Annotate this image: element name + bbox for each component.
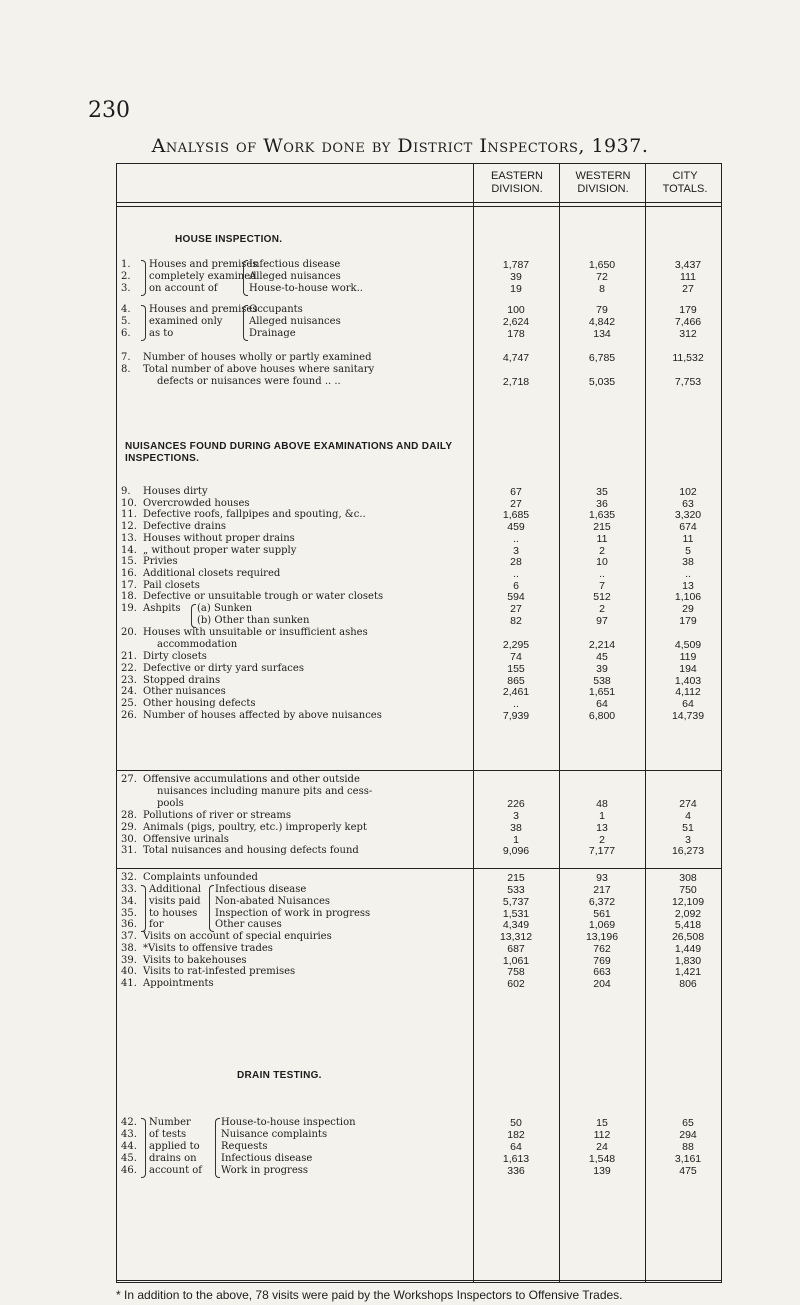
column-divider (645, 164, 646, 1282)
western-value: 13,196 (585, 931, 619, 943)
row-label: Work in progress (221, 1165, 309, 1176)
city-total-value: 308 (679, 872, 697, 884)
column-divider (559, 164, 560, 1282)
eastern-value: 594 (507, 591, 525, 604)
row-number: 44. (121, 1141, 137, 1152)
western-value: 139 (593, 1165, 611, 1177)
section-heading-nuisances: NUISANCES FOUND DURING ABOVE EXAMINATIONS AND DAILY INSPECTIONS. (125, 441, 453, 464)
row-label: accommodation (157, 639, 238, 650)
western-value: 762 (593, 942, 611, 955)
row-number: 20. (121, 627, 137, 638)
western-value: 512 (593, 591, 611, 604)
column-header-eastern: EASTERN DIVISION. (491, 170, 543, 195)
eastern-value: 64 (510, 1141, 522, 1153)
city-total-value: 13 (682, 579, 694, 592)
row-label: Other nuisances (143, 686, 226, 698)
eastern-value: 155 (507, 662, 525, 675)
row-label: House-to-house work.. (249, 283, 363, 294)
group-brace (141, 1118, 146, 1178)
group-label: of tests (149, 1129, 187, 1140)
city-total-value: 111 (680, 271, 696, 283)
eastern-value: 178 (507, 328, 525, 340)
western-value: 6,800 (588, 710, 616, 722)
row-label: pools (157, 798, 184, 809)
city-total-value: 1,449 (674, 942, 702, 955)
city-total-value: 3,320 (674, 509, 702, 522)
eastern-value: 182 (507, 1129, 525, 1141)
western-value: 93 (596, 872, 608, 884)
row-number: 16. (121, 567, 137, 579)
row-number: 14. (121, 544, 137, 556)
city-total-value: 1,421 (674, 966, 702, 979)
row-number: 29. (121, 821, 137, 833)
row-number: 25. (121, 698, 137, 710)
group-label: on account of (149, 283, 218, 294)
row-label: (b) Other than sunken (197, 615, 310, 626)
page-title: Analysis of Work done by District Inspectors, 1937. (151, 135, 649, 157)
row-number: 15. (121, 556, 137, 568)
city-total-value: 12,109 (671, 895, 705, 908)
western-value: 1,069 (588, 919, 616, 932)
eastern-value: 82 (510, 615, 522, 627)
row-label: Visits on account of special enquiries (143, 931, 332, 942)
row-number: 41. (121, 978, 137, 990)
header-rule (117, 206, 721, 207)
group-label: Number (149, 1117, 191, 1128)
row-number: 38. (121, 942, 137, 954)
group-label: for (149, 919, 164, 931)
western-value: 10 (596, 556, 608, 569)
row-label: Offensive accumulations and other outside (143, 774, 360, 785)
section-rule (117, 770, 721, 771)
row-number: 36. (121, 919, 137, 931)
eastern-value: 3 (513, 544, 519, 557)
group-label: completely examined (149, 271, 257, 282)
eastern-value: 226 (507, 798, 525, 810)
row-number: 26. (121, 710, 137, 721)
western-value: 7 (599, 579, 605, 592)
western-value: 7,177 (588, 845, 616, 858)
city-total-value: 14,739 (671, 710, 705, 722)
western-value: 2 (599, 544, 605, 557)
row-label: Pail closets (143, 579, 200, 591)
western-value: 39 (596, 662, 608, 675)
row-label: Visits to bakehouses (143, 954, 247, 966)
city-total-value: 26,508 (671, 931, 705, 943)
western-value: 134 (593, 328, 611, 340)
city-total-value: 1,403 (674, 674, 702, 687)
eastern-value: 2,461 (502, 686, 530, 699)
group-label: as to (149, 328, 174, 339)
western-value: 45 (596, 651, 608, 663)
row-label: Houses dirty (143, 486, 208, 497)
column-header-city: CITY TOTALS. (662, 170, 708, 195)
row-label: Number of houses affected by above nuisances (143, 710, 382, 721)
row-label: Houses without proper drains (143, 532, 295, 544)
footnote: * In addition to the above, 78 visits were paid by the Workshops Inspectors to Offensive Trades. (116, 1288, 623, 1302)
row-label: Requests (221, 1141, 268, 1152)
city-total-value: 4,509 (674, 639, 702, 651)
row-label: nuisances including manure pits and cess- (157, 786, 373, 797)
row-label: Infectious disease (215, 884, 307, 895)
western-value: 4,842 (588, 316, 616, 328)
eastern-value: 9,096 (502, 845, 530, 858)
city-total-value: 63 (682, 497, 694, 510)
eastern-value: 2,718 (502, 376, 530, 388)
row-number: 12. (121, 521, 137, 533)
row-label: Alleged nuisances (249, 316, 341, 327)
city-total-value: 475 (679, 1165, 697, 1177)
row-label: Offensive urinals (143, 833, 229, 845)
eastern-value: 459 (507, 521, 525, 534)
eastern-value: 3 (513, 810, 519, 822)
group-label: applied to (149, 1141, 200, 1152)
city-total-value: 5 (685, 544, 691, 557)
eastern-value: 27 (510, 497, 522, 510)
eastern-value: 50 (510, 1117, 522, 1129)
city-total-value: 179 (679, 615, 697, 627)
row-number: 27. (121, 774, 137, 785)
city-total-value: 4,112 (675, 686, 701, 699)
row-number: 39. (121, 954, 137, 966)
city-total-value: 674 (679, 521, 697, 534)
row-label: (a) Sunken (197, 603, 253, 614)
eastern-value: 1,061 (502, 954, 530, 967)
group-brace (243, 305, 248, 341)
western-value: 5,035 (588, 376, 616, 388)
city-total-value: 2,092 (674, 907, 702, 920)
eastern-value: 1,787 (502, 259, 530, 271)
eastern-value: 4,747 (502, 352, 530, 364)
city-total-value: 38 (682, 556, 694, 569)
row-number: 9. (121, 486, 131, 497)
city-total-value: 806 (679, 978, 697, 991)
western-value: 6,372 (588, 895, 616, 908)
row-number: 17. (121, 579, 137, 591)
eastern-value: 5,737 (502, 895, 530, 908)
western-value: 64 (596, 698, 608, 711)
western-value: 6,785 (588, 352, 616, 364)
city-total-value: 65 (682, 1117, 694, 1129)
group-brace (209, 885, 214, 932)
group-brace (243, 260, 248, 296)
eastern-value: 7,939 (502, 710, 530, 722)
western-value: 2 (599, 603, 605, 615)
row-number: 10. (121, 497, 137, 509)
western-value: 79 (596, 304, 608, 316)
eastern-value: 27 (510, 603, 522, 615)
row-number: 5. (121, 316, 131, 327)
row-number: 43. (121, 1129, 137, 1140)
eastern-value: 1,613 (502, 1153, 530, 1165)
city-total-value: 16,273 (671, 845, 705, 858)
row-number: 6. (121, 328, 131, 339)
western-value: 1,548 (588, 1153, 616, 1165)
city-total-value: 7,753 (674, 376, 702, 388)
row-label: Ashpits (143, 603, 181, 614)
city-total-value: 88 (682, 1141, 694, 1153)
header-rule (117, 202, 721, 203)
row-label: Animals (pigs, poultry, etc.) improperly kept (143, 821, 367, 833)
analysis-table (116, 163, 722, 1283)
row-number: 21. (121, 651, 137, 662)
row-label: Infectious disease (249, 259, 341, 270)
row-number: 30. (121, 833, 137, 845)
row-label: Houses with unsuitable or insufficient ashes (143, 627, 368, 638)
page-number: 230 (88, 98, 130, 123)
city-total-value: 64 (682, 698, 694, 711)
eastern-value: 28 (510, 556, 522, 569)
city-total-value: 1,106 (674, 591, 702, 604)
section-heading-house-inspection: HOUSE INSPECTION. (175, 234, 283, 245)
western-value: 2,214 (588, 639, 616, 651)
western-value: 215 (593, 521, 611, 534)
row-number: 18. (121, 591, 137, 603)
row-label: Complaints unfounded (143, 872, 258, 883)
city-total-value: 1,830 (674, 954, 702, 967)
row-label: Nuisance complaints (221, 1129, 328, 1140)
row-number: 2. (121, 271, 131, 282)
western-value: 24 (596, 1141, 608, 1153)
section-heading-drain-testing: DRAIN TESTING. (237, 1070, 322, 1081)
row-number: 24. (121, 686, 137, 698)
western-value: 561 (593, 907, 611, 920)
row-label: Visits to rat-infested premises (143, 966, 296, 978)
eastern-value: 336 (507, 1165, 525, 1177)
western-value: 112 (593, 1129, 611, 1141)
row-number: 28. (121, 810, 137, 821)
eastern-value: 758 (507, 966, 525, 979)
city-total-value: .. (685, 567, 691, 580)
eastern-value: 533 (507, 884, 525, 896)
row-label: *Visits to offensive trades (143, 942, 273, 954)
eastern-value: 13,312 (499, 931, 533, 943)
city-total-value: 29 (682, 603, 694, 615)
column-divider (473, 164, 474, 1282)
western-value: 538 (593, 674, 611, 687)
western-value: 48 (596, 798, 608, 810)
row-number: 23. (121, 674, 137, 686)
row-label: Other housing defects (143, 698, 256, 710)
row-label: Number of houses wholly or partly examined (143, 352, 372, 363)
row-label: Defective or unsuitable trough or water closets (143, 591, 384, 603)
row-label: Total nuisances and housing defects found (143, 845, 359, 857)
city-total-value: 294 (679, 1129, 697, 1141)
row-label: Other causes (215, 919, 282, 931)
group-label: Houses and premises (149, 304, 258, 315)
city-total-value: 750 (679, 884, 697, 896)
city-total-value: 3,437 (674, 259, 702, 271)
western-value: 72 (596, 271, 608, 283)
eastern-value: 6 (513, 579, 519, 592)
western-value: 11 (596, 532, 608, 545)
eastern-value: .. (513, 698, 519, 711)
row-label: Infectious disease (221, 1153, 313, 1164)
city-total-value: 274 (679, 798, 697, 810)
row-label: Non-abated Nuisances (215, 895, 331, 907)
group-brace (141, 260, 146, 296)
row-label: Overcrowded houses (143, 497, 250, 509)
western-value: 35 (596, 486, 608, 498)
city-total-value: 5,418 (674, 919, 702, 932)
row-number: 3. (121, 283, 131, 294)
eastern-value: 602 (507, 978, 525, 991)
row-number: 33. (121, 884, 137, 895)
group-label: account of (149, 1165, 202, 1176)
group-brace (215, 1118, 220, 1178)
eastern-value: 39 (510, 271, 522, 283)
eastern-value: 1,531 (502, 907, 530, 920)
row-number: 32. (121, 872, 137, 883)
section-rule (117, 868, 721, 869)
row-label: Defective drains (143, 521, 227, 533)
group-brace (141, 885, 146, 932)
city-total-value: 119 (679, 651, 697, 663)
city-total-value: 3,161 (674, 1153, 702, 1165)
row-number: 8. (121, 364, 131, 375)
eastern-value: 2,624 (502, 316, 530, 328)
eastern-value: .. (513, 567, 519, 580)
row-label: Alleged nuisances (249, 271, 341, 282)
city-total-value: 312 (679, 328, 697, 340)
row-label: „ without proper water supply (143, 544, 297, 556)
western-value: 769 (593, 954, 611, 967)
western-value: 1,651 (588, 686, 616, 699)
row-number: 35. (121, 907, 137, 919)
city-total-value: 7,466 (674, 316, 702, 328)
eastern-value: 100 (507, 304, 525, 316)
group-brace (141, 305, 146, 341)
eastern-value: 2,295 (502, 639, 530, 651)
eastern-value: 687 (507, 942, 525, 955)
row-label: Inspection of work in progress (215, 907, 371, 919)
group-label: Houses and premises (149, 259, 258, 270)
row-label: House-to-house inspection (221, 1117, 356, 1128)
city-total-value: 11 (682, 532, 694, 545)
row-label: Defective or dirty yard surfaces (143, 662, 304, 674)
row-number: 37. (121, 931, 137, 942)
group-label: to houses (149, 907, 198, 919)
western-value: 13 (596, 821, 608, 834)
city-total-value: 194 (679, 662, 697, 675)
row-number: 40. (121, 966, 137, 978)
row-number: 11. (121, 509, 137, 521)
city-total-value: 179 (679, 304, 697, 316)
row-number: 4. (121, 304, 131, 315)
eastern-value: 67 (510, 486, 522, 498)
column-header-western: WESTERN DIVISION. (575, 170, 631, 195)
row-number: 45. (121, 1153, 137, 1164)
row-label: Defective roofs, fallpipes and spouting, &c.. (143, 509, 366, 521)
row-label: Drainage (249, 328, 296, 339)
row-label: Total number of above houses where sanitary (143, 364, 375, 375)
row-number: 22. (121, 662, 137, 674)
row-label: Dirty closets (143, 651, 207, 662)
western-value: 36 (596, 497, 608, 510)
city-total-value: 27 (682, 283, 694, 295)
western-value: .. (599, 567, 605, 580)
western-value: 1 (599, 810, 605, 822)
group-brace (191, 604, 196, 628)
city-total-value: 51 (682, 821, 694, 834)
row-label: Occupants (249, 304, 303, 315)
row-number: 19. (121, 603, 137, 614)
western-value: 1,650 (588, 259, 616, 271)
eastern-value: 215 (507, 872, 525, 884)
eastern-value: 1 (513, 833, 519, 846)
row-number: 46. (121, 1165, 137, 1176)
eastern-value: 74 (510, 651, 522, 663)
eastern-value: 19 (510, 283, 522, 295)
western-value: 8 (599, 283, 605, 295)
city-total-value: 102 (679, 486, 697, 498)
row-label: Pollutions of river or streams (143, 810, 291, 821)
row-label: Stopped drains (143, 674, 221, 686)
western-value: 2 (599, 833, 605, 846)
city-total-value: 11,532 (672, 352, 704, 364)
row-label: Additional closets required (143, 567, 281, 579)
row-label: Privies (143, 556, 178, 568)
row-label: defects or nuisances were found .. .. (157, 376, 341, 387)
row-number: 13. (121, 532, 137, 544)
group-label: examined only (149, 316, 223, 327)
group-label: drains on (149, 1153, 197, 1164)
row-number: 7. (121, 352, 131, 363)
row-label: Appointments (143, 978, 214, 990)
row-number: 1. (121, 259, 131, 270)
row-number: 31. (121, 845, 137, 857)
group-label: visits paid (149, 895, 201, 907)
eastern-value: 865 (507, 674, 525, 687)
eastern-value: .. (513, 532, 519, 545)
western-value: 217 (593, 884, 611, 896)
group-label: Additional (149, 884, 202, 895)
eastern-value: 38 (510, 821, 522, 834)
western-value: 15 (596, 1117, 608, 1129)
western-value: 663 (593, 966, 611, 979)
western-value: 204 (593, 978, 611, 991)
row-number: 34. (121, 895, 137, 907)
eastern-value: 1,685 (502, 509, 530, 522)
city-total-value: 3 (685, 833, 691, 846)
western-value: 97 (596, 615, 608, 627)
western-value: 1,635 (588, 509, 616, 522)
eastern-value: 4,349 (502, 919, 530, 932)
city-total-value: 4 (685, 810, 691, 822)
row-number: 42. (121, 1117, 137, 1128)
